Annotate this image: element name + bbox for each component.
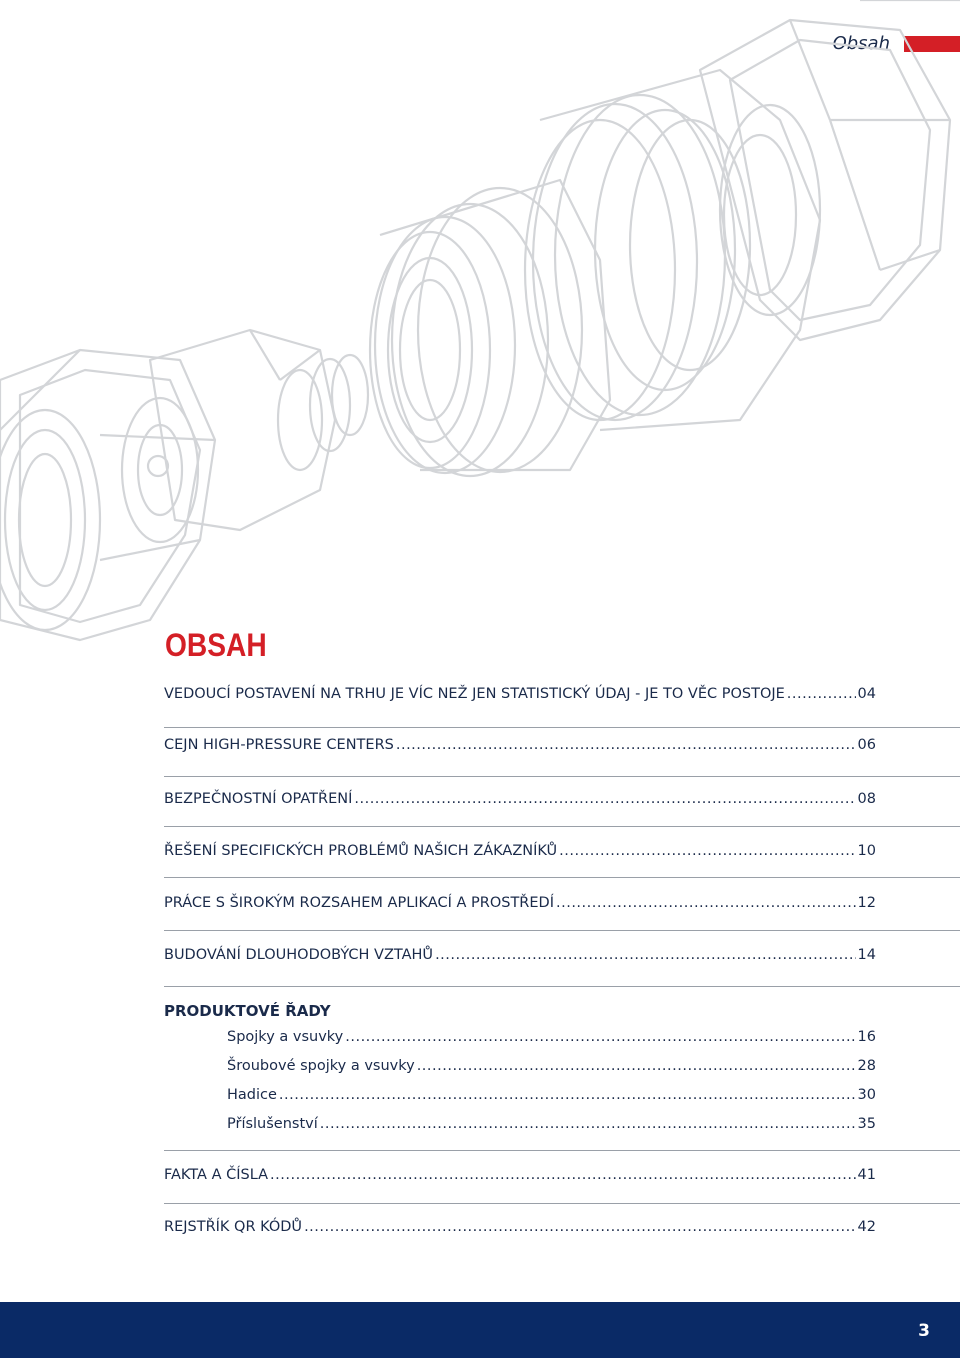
toc-subentry[interactable] [227, 1058, 876, 1082]
leader-dots [270, 1167, 856, 1183]
toc-entry[interactable] [164, 737, 876, 761]
leader-dots [320, 1116, 856, 1132]
toc-subentry-page: 28 [857, 1058, 876, 1074]
divider [164, 1150, 960, 1151]
toc-entry-page: 41 [857, 1167, 876, 1183]
toc-subentry[interactable] [227, 1029, 876, 1053]
toc-entry-label: CEJN HIGH-PRESSURE CENTERS [164, 737, 394, 753]
leader-dots [559, 843, 855, 859]
toc-entry-page: 42 [857, 1219, 876, 1235]
divider [164, 826, 960, 827]
toc-entry-label: PRÁCE S ŠIROKÝM ROZSAHEM APLIKACÍ A PROSTŘEDÍ [164, 895, 554, 911]
toc-entry[interactable] [164, 843, 876, 867]
toc-subentry[interactable] [227, 1116, 876, 1140]
divider [164, 727, 960, 728]
coupling-line-illustration [0, 0, 960, 660]
toc-entry-label: VEDOUCÍ POSTAVENÍ NA TRHU JE VÍC NEŽ JEN STATISTICKÝ ÚDAJ - JE TO VĚC POSTOJE [164, 686, 785, 702]
toc-entry-page: 10 [857, 843, 876, 859]
toc-entry-label: BUDOVÁNÍ DLOUHODOBÝCH VZTAHŮ [164, 947, 434, 963]
toc-entry-page: 12 [857, 895, 876, 911]
leader-dots [354, 791, 855, 807]
divider [164, 1203, 960, 1204]
toc-subentry-label: Spojky a vsuvky [227, 1029, 344, 1045]
toc-entry-label: FAKTA A ČÍSLA [164, 1167, 269, 1183]
toc-title: OBSAH [165, 627, 267, 663]
header-section-label: Obsah [832, 33, 890, 54]
page-number: 3 [918, 1321, 930, 1341]
toc-subentry-page: 35 [857, 1116, 876, 1132]
leader-dots [417, 1058, 856, 1074]
footer-bar [0, 1302, 960, 1358]
toc-entry-label: BEZPEČNOSTNÍ OPATŘENÍ [164, 791, 353, 807]
divider [164, 986, 960, 987]
leader-dots [396, 737, 856, 753]
toc-entry-page: 04 [857, 686, 876, 702]
toc-entry[interactable] [164, 1167, 876, 1191]
leader-dots [279, 1087, 856, 1103]
toc-entry-label: REJSTŘÍK QR KÓDŮ [164, 1219, 303, 1235]
toc-subentry-page: 16 [857, 1029, 876, 1045]
leader-dots [787, 686, 856, 702]
leader-dots [556, 895, 856, 911]
toc-entry-page: 08 [857, 791, 876, 807]
toc-entry[interactable] [164, 895, 876, 919]
toc-entry-page: 14 [857, 947, 876, 963]
toc-entry[interactable] [164, 791, 876, 815]
divider [164, 776, 960, 777]
toc-subentry-label: Šroubové spojky a vsuvky [227, 1058, 415, 1074]
leader-dots [304, 1219, 855, 1235]
toc-entry-label: ŘEŠENÍ SPECIFICKÝCH PROBLÉMŮ NAŠICH ZÁKAZNÍKŮ [164, 843, 558, 859]
toc-subentry-label: Hadice [227, 1087, 277, 1103]
toc-subentry[interactable] [227, 1087, 876, 1111]
leader-dots [435, 947, 855, 963]
divider [164, 877, 960, 878]
divider [164, 930, 960, 931]
toc-entry[interactable] [164, 686, 876, 710]
leader-dots [345, 1029, 855, 1045]
product-lines-heading: PRODUKTOVÉ ŘADY [164, 1002, 331, 1020]
toc-entry[interactable] [164, 1219, 876, 1243]
toc-subentry-label: Příslušenství [227, 1116, 318, 1132]
toc-entry[interactable] [164, 947, 876, 971]
toc-subentry-page: 30 [857, 1087, 876, 1103]
toc-entry-page: 06 [857, 737, 876, 753]
